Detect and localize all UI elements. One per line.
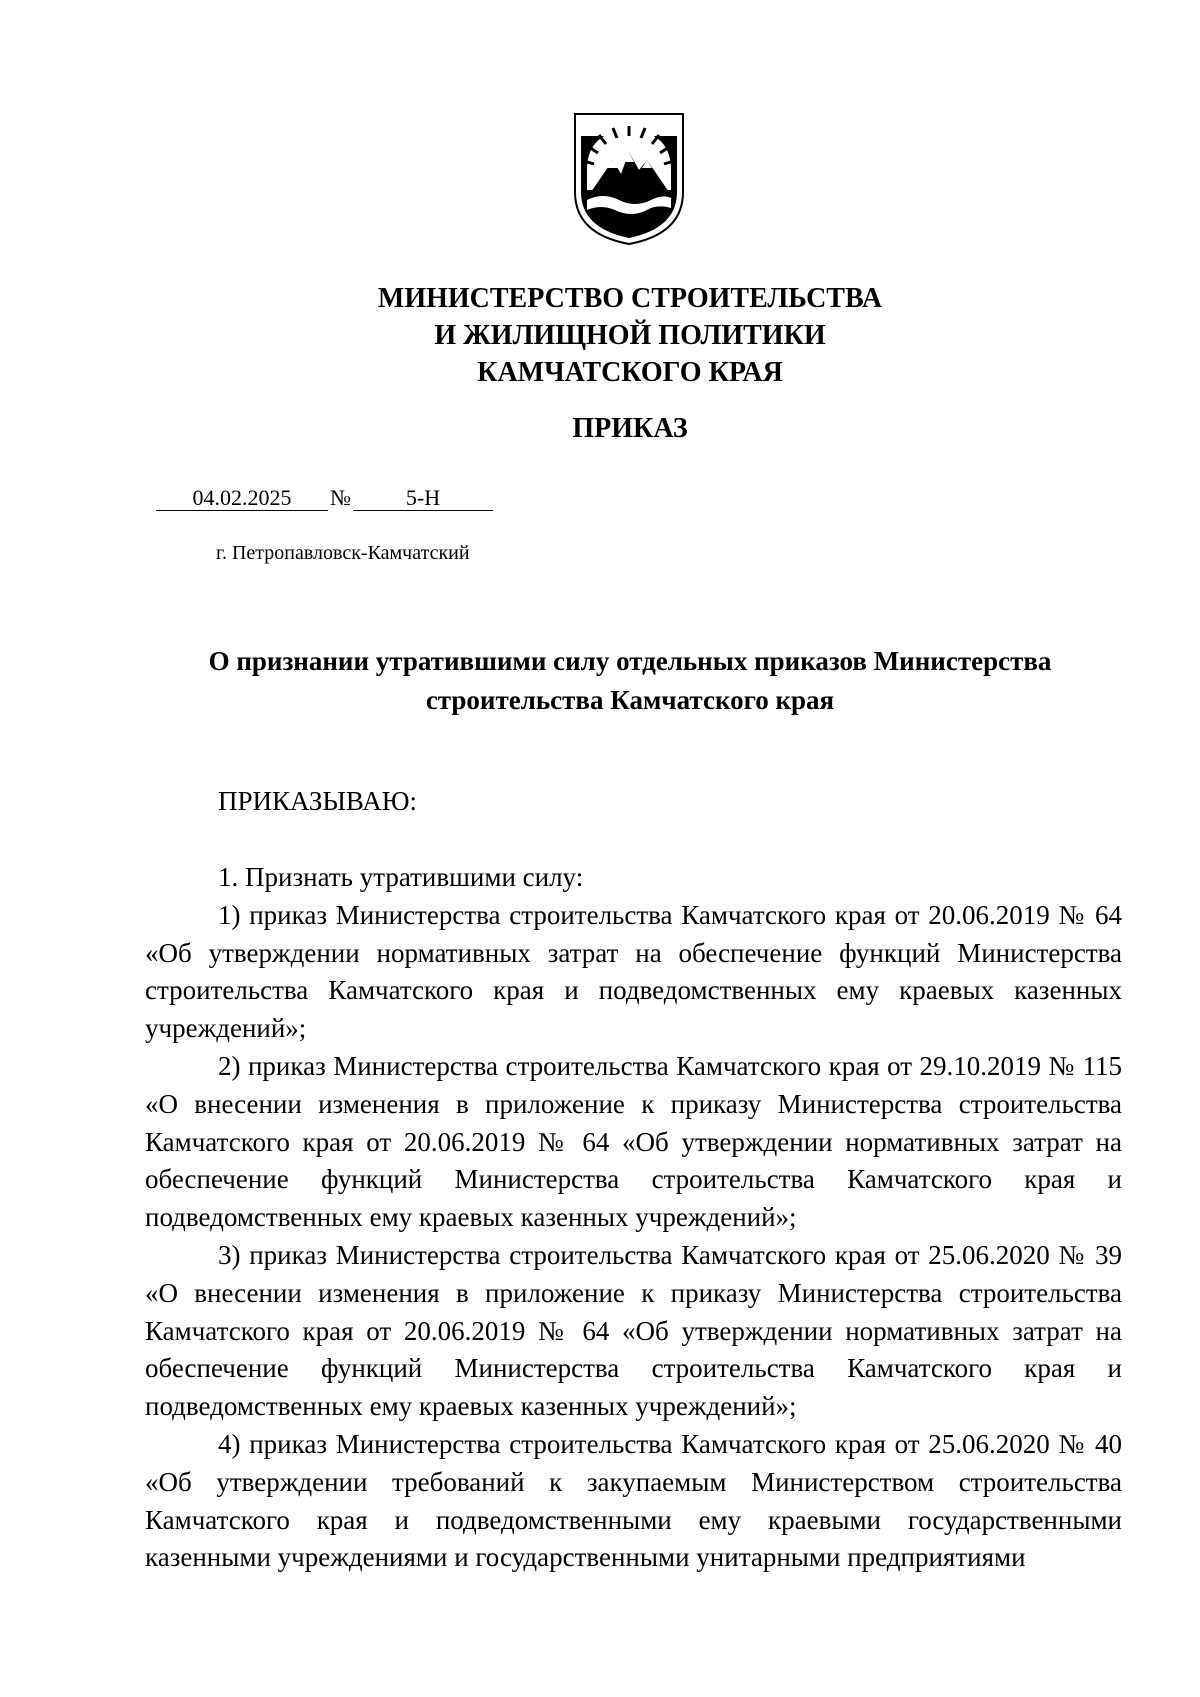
kamchatka-coat-of-arms-icon <box>573 112 685 246</box>
order-number-sign: № <box>330 485 351 510</box>
order-subject <box>120 642 1140 720</box>
order-date-number <box>156 484 493 512</box>
order-date: 04.02.2025 <box>156 486 328 511</box>
order-number: 5-Н <box>353 486 493 511</box>
subject-line-1: О признании утратившими силу отдельных приказов Министерства <box>208 646 1052 676</box>
paragraph-item-3: 3) приказ Министерства строительства Камчатского края от 25.06.2020 № 39 «О внесении изменения в приложение к приказу Министерства строительства Камчатского края от 20.06.2019 № 64 «Об утверждении нормативных затрат на обеспечение функций Министерства строительства Камчатского края и подведомственных ему краевых казенных учреждений»; <box>145 1239 1122 1422</box>
order-body <box>145 859 1122 1577</box>
paragraph-item-1: 1) приказ Министерства строительства Камчатского края от 20.06.2019 № 64 «Об утверждении нормативных затрат на обеспечение функций Министерства строительства Камчатского края и подведомственных ему краевых казенных учреждений»; <box>145 899 1122 1044</box>
paragraph-item-2: 2) приказ Министерства строительства Камчатского края от 29.10.2019 № 115 «О внесении изменения в приложение к приказу Министерства строительства Камчатского края от 20.06.2019 № 64 «Об утверждении нормативных затрат на обеспечение функций Министерства строительства Камчатского края и подведомственных ему краевых казенных учреждений»; <box>145 1050 1122 1233</box>
subject-line-2: строительства Камчатского края <box>425 685 835 715</box>
paragraph-1: 1. Признать утратившими силу: <box>218 862 584 892</box>
ministry-line-2: И ЖИЛИЩНОЙ ПОЛИТИКИ <box>434 320 826 351</box>
document-type: ПРИКАЗ <box>572 413 688 444</box>
paragraph-item-4: 4) приказ Министерства строительства Камчатского края от 25.06.2020 № 40 «Об утверждении требований к закупаемым Министерством строительства Камчатского края и подведомственными ему краевыми государственными казенными учреждениями и государственными унитарными предприятиями <box>145 1428 1122 1573</box>
directive: ПРИКАЗЫВАЮ: <box>218 786 417 816</box>
ministry-line-1: МИНИСТЕРСТВО СТРОИТЕЛЬСТВА <box>377 283 883 314</box>
order-city: г. Петропавловск-Камчатский <box>216 542 470 564</box>
coat-of-arms <box>573 112 685 246</box>
ministry-line-3: КАМЧАТСКОГО КРАЯ <box>477 357 783 388</box>
ministry-name <box>0 280 1200 391</box>
